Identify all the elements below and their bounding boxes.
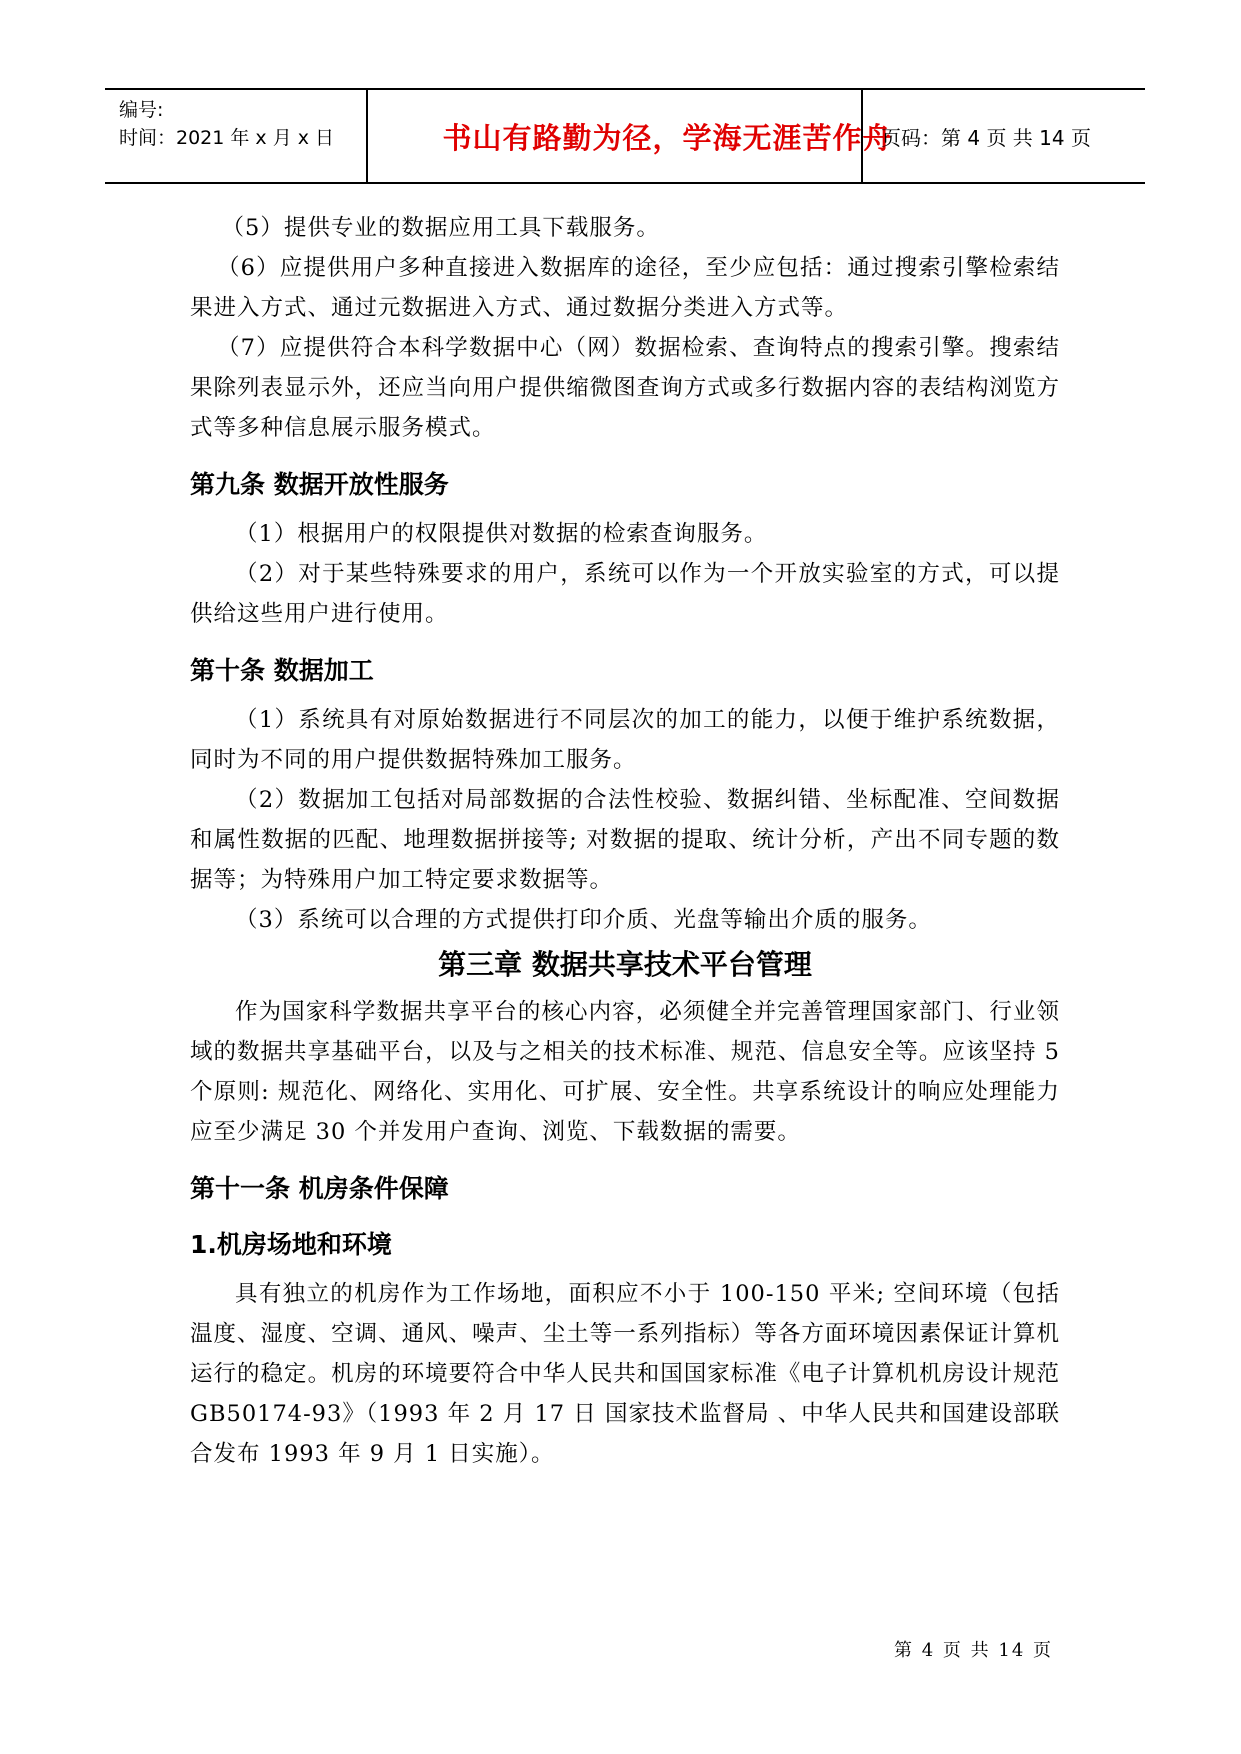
paragraph: 具有独立的机房作为工作场地，面积应不小于 100-150 平米; 空间环境（包括温度、湿度、空调、通风、噪声、尘土等一系列指标）等各方面环境因素保证计算机运行的稳定。机房的环境要符合中华人民共和国国家标准《电子计算机机房设计规范 GB50174-93》（1993 年 2 月 17 日 国家技术监督局 、中华人民共和国建设部联合发布 1993 年 9 月 1 日实施）。	[190, 1281, 1060, 1467]
article-heading: 第十一条 机房条件保障	[190, 1174, 449, 1203]
document-body	[190, 208, 1060, 1474]
paragraph: （6）应提供用户多种直接进入数据库的途径，至少应包括：通过搜索引擎检索结果进入方式、通过元数据进入方式、通过数据分类进入方式等。	[190, 255, 1060, 321]
header-divider	[366, 90, 368, 182]
header-meta	[119, 96, 334, 152]
paragraph: （5）提供专业的数据应用工具下载服务。	[221, 215, 660, 241]
chapter-heading: 第三章 数据共享技术平台管理	[438, 948, 812, 981]
document-time-label: 时间：2021 年 x 月 x 日	[119, 127, 335, 149]
page-footer: 第 4 页 共 14 页	[894, 1640, 1053, 1661]
paragraph: （2）数据加工包括对局部数据的合法性校验、数据纠错、坐标配准、空间数据和属性数据的匹配、地理数据拼接等; 对数据的提取、统计分析，产出不同专题的数据等；为特殊用户加工特定要求数据等。	[190, 787, 1060, 893]
document-number-label: 编号:	[119, 99, 164, 121]
paragraph: （7）应提供符合本科学数据中心（网）数据检索、查询特点的搜索引擎。搜索结果除列表显示外，还应当向用户提供缩微图查询方式或多行数据内容的表结构浏览方式等多种信息展示服务模式。	[190, 335, 1060, 441]
page-header	[105, 88, 1145, 184]
paragraph: （2）对于某些特殊要求的用户，系统可以作为一个开放实验室的方式，可以提供给这些用户进行使用。	[190, 561, 1060, 627]
paragraph: 作为国家科学数据共享平台的核心内容，必须健全并完善管理国家部门、行业领域的数据共享基础平台，以及与之相关的技术标准、规范、信息安全等。应该坚持 5 个原则: 规范化、网络化、实用化、可扩展、安全性。共享系统设计的响应处理能力应至少满足 30 个并发用户查询、浏览、下载数据的需要。	[190, 999, 1060, 1145]
section-heading: 1.机房场地和环境	[190, 1230, 392, 1259]
header-motto: 书山有路勤为径，学海无涯苦作舟	[442, 120, 893, 155]
header-page-label: 页码：第 4 页 共 14 页	[881, 125, 1091, 150]
paragraph: （1）系统具有对原始数据进行不同层次的加工的能力，以便于维护系统数据，同时为不同的用户提供数据特殊加工服务。	[190, 707, 1060, 773]
paragraph: （1）根据用户的权限提供对数据的检索查询服务。	[235, 521, 768, 547]
article-heading: 第十条 数据加工	[190, 656, 374, 685]
paragraph: （3）系统可以合理的方式提供打印介质、光盘等输出介质的服务。	[235, 907, 932, 933]
article-heading: 第九条 数据开放性服务	[190, 470, 449, 499]
